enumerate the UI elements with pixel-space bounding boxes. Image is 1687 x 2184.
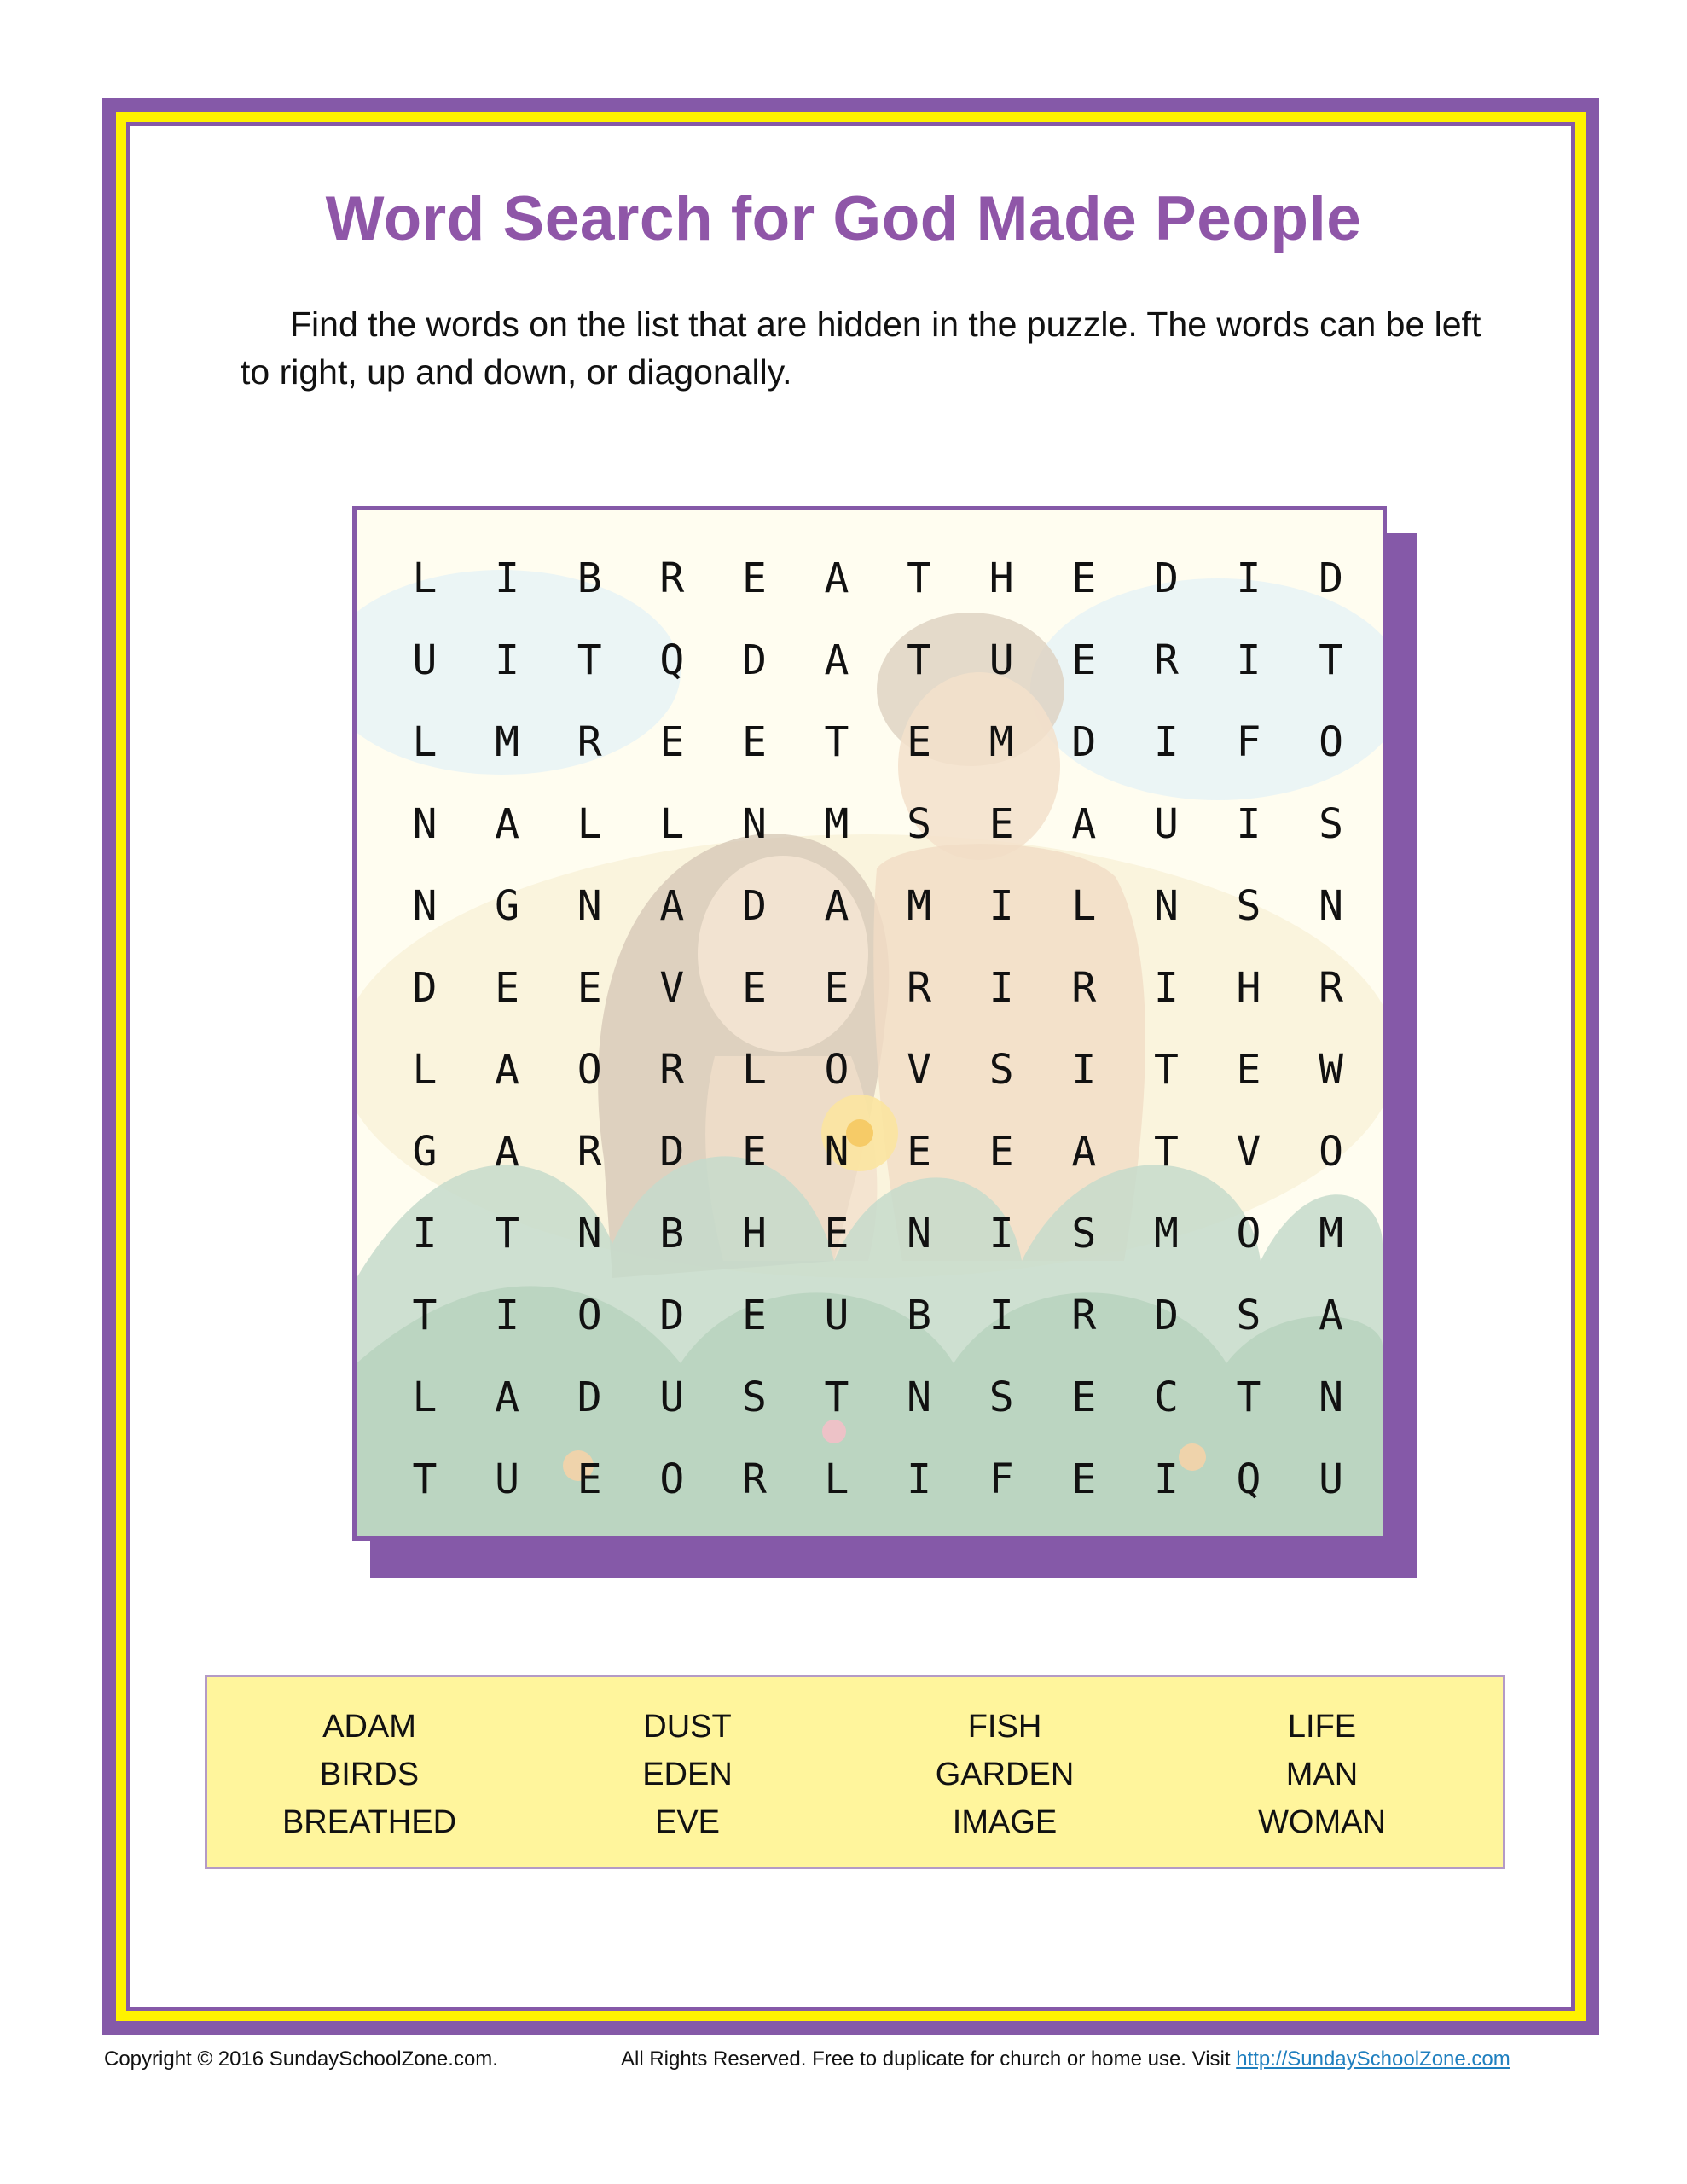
puzzle-letter: I [495, 1292, 520, 1339]
puzzle-letter: I [1236, 800, 1261, 848]
puzzle-letter: B [659, 1210, 685, 1258]
puzzle-letter: O [1319, 718, 1344, 766]
footer-rights [621, 2048, 1510, 2071]
puzzle-letter: E [741, 1292, 767, 1339]
puzzle-letter: I [412, 1210, 438, 1258]
puzzle-letter: O [1236, 1210, 1261, 1258]
puzzle-letter: A [495, 1046, 520, 1094]
puzzle-letter: E [824, 1210, 849, 1258]
puzzle-letter: E [988, 1128, 1014, 1176]
puzzle-letter: I [1153, 718, 1179, 766]
puzzle-letter: E [577, 1455, 602, 1503]
puzzle-letter: A [824, 636, 849, 684]
puzzle-letter: T [824, 718, 849, 766]
word-list-item: EVE [654, 1804, 721, 1840]
puzzle-letter: T [1153, 1046, 1179, 1094]
puzzle-letter: R [1071, 1292, 1097, 1339]
puzzle-letter: L [659, 800, 685, 848]
puzzle-letter: I [1153, 964, 1179, 1012]
puzzle-letter: I [988, 964, 1014, 1012]
puzzle-letter: L [741, 1046, 767, 1094]
puzzle-letter: I [1236, 555, 1261, 602]
puzzle-letter: H [741, 1210, 767, 1258]
puzzle-letter: S [988, 1046, 1014, 1094]
puzzle-letter: B [907, 1292, 932, 1339]
puzzle-letter: A [495, 800, 520, 848]
puzzle-letter: I [988, 1210, 1014, 1258]
puzzle-letter: E [741, 555, 767, 602]
puzzle-letter: A [824, 882, 849, 930]
puzzle-letter: E [988, 800, 1014, 848]
puzzle-letter: S [907, 800, 932, 848]
puzzle-letter: M [824, 800, 849, 848]
word-list-item: IMAGE [952, 1804, 1058, 1840]
puzzle-letter: D [741, 636, 767, 684]
puzzle-letter: N [412, 882, 438, 930]
word-list-column [525, 1703, 849, 1846]
puzzle-letter: M [907, 882, 932, 930]
puzzle-letter: D [741, 882, 767, 930]
puzzle-letter: E [907, 718, 932, 766]
puzzle-letter: I [907, 1455, 932, 1503]
puzzle-letter: A [1319, 1292, 1344, 1339]
puzzle-letter: T [495, 1210, 520, 1258]
puzzle-letter: L [1071, 882, 1097, 930]
puzzle-letter: U [659, 1374, 685, 1421]
footer-copyright: Copyright © 2016 SundaySchoolZone.com. [104, 2048, 498, 2071]
puzzle-letter: O [824, 1046, 849, 1094]
puzzle-letter: S [741, 1374, 767, 1421]
puzzle-letter: D [412, 964, 438, 1012]
puzzle-letter: D [659, 1128, 685, 1176]
footer-rights-text: All Rights Reserved. Free to duplicate for church or home use. Visit [621, 2048, 1237, 2071]
puzzle-letter: N [1153, 882, 1179, 930]
puzzle-letter: E [741, 1128, 767, 1176]
word-list-item: LIFE [1287, 1709, 1357, 1745]
word-list-item: BIRDS [319, 1757, 420, 1792]
puzzle-letter: Q [659, 636, 685, 684]
puzzle-letter: I [495, 636, 520, 684]
puzzle-letter: O [577, 1292, 602, 1339]
puzzle-letter: U [495, 1455, 520, 1503]
puzzle-letter: E [1071, 555, 1097, 602]
word-list-item: BREATHED [281, 1804, 457, 1840]
puzzle-letter: A [495, 1374, 520, 1421]
puzzle-letter: A [659, 882, 685, 930]
puzzle-letter: U [1153, 800, 1179, 848]
puzzle-letter: N [741, 800, 767, 848]
puzzle-letter: I [988, 882, 1014, 930]
puzzle-letter: R [1319, 964, 1344, 1012]
puzzle-letter: E [1071, 1374, 1097, 1421]
puzzle-letter: T [577, 636, 602, 684]
word-list-item: EDEN [642, 1757, 733, 1792]
puzzle-letter: N [577, 1210, 602, 1258]
puzzle-letter: T [1153, 1128, 1179, 1176]
word-list-column [207, 1703, 531, 1846]
puzzle-letter: V [907, 1046, 932, 1094]
puzzle-letter: M [988, 718, 1014, 766]
puzzle-letter: F [988, 1455, 1014, 1503]
puzzle-letter: G [495, 882, 520, 930]
puzzle-letter: N [824, 1128, 849, 1176]
puzzle-letter: O [1319, 1128, 1344, 1176]
word-list-item: ADAM [322, 1709, 416, 1745]
puzzle-letter: I [495, 555, 520, 602]
puzzle-letter: T [412, 1292, 438, 1339]
puzzle-letter: R [1071, 964, 1097, 1012]
puzzle-letter: M [495, 718, 520, 766]
puzzle-letter: B [577, 555, 602, 602]
puzzle-letter: T [412, 1455, 438, 1503]
puzzle-letter: L [824, 1455, 849, 1503]
puzzle-letter: U [412, 636, 438, 684]
puzzle-letter: L [412, 1374, 438, 1421]
puzzle-letter: I [1071, 1046, 1097, 1094]
puzzle-letter: E [577, 964, 602, 1012]
puzzle-letter: E [1236, 1046, 1261, 1094]
puzzle-letter: E [907, 1128, 932, 1176]
puzzle-letter: O [577, 1046, 602, 1094]
puzzle-letter: E [824, 964, 849, 1012]
puzzle-letter: M [1319, 1210, 1344, 1258]
puzzle-letter: H [988, 555, 1014, 602]
puzzle-letter: R [1153, 636, 1179, 684]
puzzle-letter: Q [1236, 1455, 1261, 1503]
puzzle-letter: I [988, 1292, 1014, 1339]
word-list-item: MAN [1285, 1757, 1359, 1792]
puzzle-letter: F [1236, 718, 1261, 766]
puzzle-letter: T [824, 1374, 849, 1421]
puzzle-letter: L [412, 1046, 438, 1094]
puzzle-letter: L [577, 800, 602, 848]
puzzle-letter: E [741, 964, 767, 1012]
word-list-item: WOMAN [1258, 1804, 1386, 1840]
puzzle-letter: L [412, 718, 438, 766]
puzzle-letter: E [495, 964, 520, 1012]
puzzle-letter: D [1153, 555, 1179, 602]
footer-website-link[interactable]: http://SundaySchoolZone.com [1236, 2048, 1510, 2071]
puzzle-letter: N [412, 800, 438, 848]
puzzle-letter: E [741, 718, 767, 766]
puzzle-letter: S [1071, 1210, 1097, 1258]
puzzle-letter: D [659, 1292, 685, 1339]
letter-grid [357, 510, 1383, 1536]
puzzle-letter: N [1319, 1374, 1344, 1421]
puzzle-letter: A [1071, 800, 1097, 848]
puzzle-letter: H [1236, 964, 1261, 1012]
puzzle-letter: E [1071, 636, 1097, 684]
puzzle-letter: D [1153, 1292, 1179, 1339]
puzzle-letter: N [1319, 882, 1344, 930]
puzzle-letter: S [1236, 882, 1261, 930]
instructions: Find the words on the list that are hidden in the puzzle. The words can be left to right, up and down, or diagonally. [241, 305, 1481, 392]
puzzle-letter: D [577, 1374, 602, 1421]
puzzle-letter: A [495, 1128, 520, 1176]
puzzle-letter: A [1071, 1128, 1097, 1176]
word-list-item: FISH [967, 1709, 1042, 1745]
puzzle-letter: U [824, 1292, 849, 1339]
puzzle-letter: O [659, 1455, 685, 1503]
puzzle-letter: M [1153, 1210, 1179, 1258]
puzzle-letter: D [1071, 718, 1097, 766]
puzzle-letter: N [907, 1374, 932, 1421]
word-list-box [205, 1675, 1505, 1869]
puzzle-letter: N [907, 1210, 932, 1258]
puzzle-letter: E [659, 718, 685, 766]
puzzle-letter: I [1153, 1455, 1179, 1503]
puzzle-letter: E [1071, 1455, 1097, 1503]
puzzle-letter: A [824, 555, 849, 602]
puzzle-letter: R [659, 555, 685, 602]
puzzle-letter: R [907, 964, 932, 1012]
puzzle-letter: S [988, 1374, 1014, 1421]
puzzle-letter: T [907, 555, 932, 602]
puzzle-letter: V [659, 964, 685, 1012]
puzzle-letter: R [741, 1455, 767, 1503]
puzzle-letter: U [988, 636, 1014, 684]
puzzle-letter: S [1319, 800, 1344, 848]
word-list-column [1160, 1703, 1484, 1846]
word-list-item: GARDEN [935, 1757, 1075, 1792]
puzzle-letter: W [1319, 1046, 1344, 1094]
puzzle-letter: R [659, 1046, 685, 1094]
puzzle-letter: U [1319, 1455, 1344, 1503]
puzzle-letter: L [412, 555, 438, 602]
puzzle-letter: R [577, 718, 602, 766]
puzzle-letter: R [577, 1128, 602, 1176]
puzzle-letter: D [1319, 555, 1344, 602]
puzzle-letter: C [1153, 1374, 1179, 1421]
puzzle-letter: N [577, 882, 602, 930]
puzzle-letter: V [1236, 1128, 1261, 1176]
puzzle-letter: T [907, 636, 932, 684]
word-list-column [843, 1703, 1167, 1846]
word-search-puzzle [352, 506, 1387, 1541]
puzzle-letter: T [1319, 636, 1344, 684]
puzzle-letter: S [1236, 1292, 1261, 1339]
puzzle-letter: G [412, 1128, 438, 1176]
puzzle-letter: T [1236, 1374, 1261, 1421]
page-title: Word Search for God Made People [325, 184, 1362, 253]
puzzle-letter: I [1236, 636, 1261, 684]
word-list-item: DUST [643, 1709, 732, 1745]
